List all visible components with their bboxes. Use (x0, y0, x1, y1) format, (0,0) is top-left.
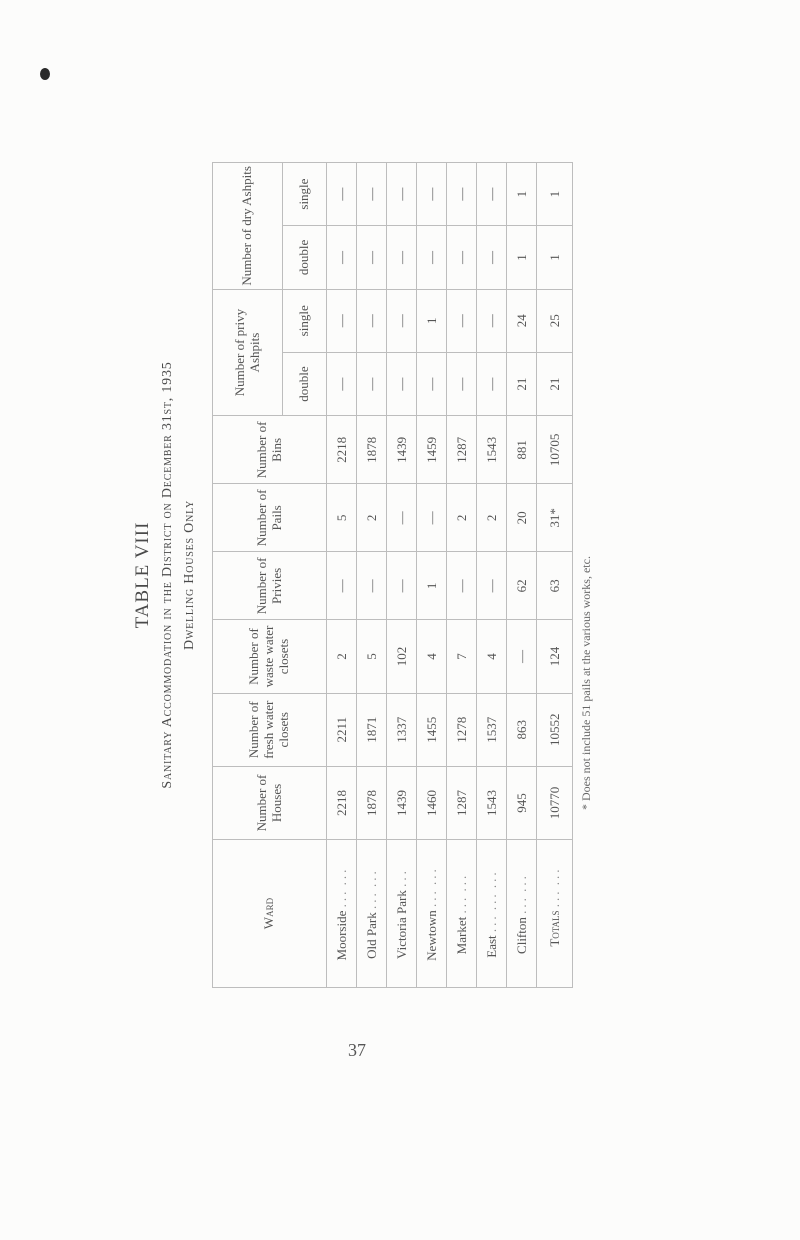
bins-cell: 1439 (387, 416, 417, 484)
leader-dots: ... (333, 866, 349, 886)
rotated-table-page (120, 160, 593, 990)
header-dry-ashpits: Number of dry Ashpits (213, 163, 283, 290)
ward-name: Market (453, 916, 469, 955)
dry-single-cell: — (387, 163, 417, 226)
privy-double-cell: — (417, 352, 447, 416)
header-fresh-water-closets: Number of fresh water closets (213, 693, 327, 766)
ward-cell (537, 840, 573, 988)
privy-double-cell: — (477, 352, 507, 416)
pails-cell: 2 (357, 484, 387, 552)
table-footnote: * Does not include 51 pails at the various works, etc. (579, 556, 593, 810)
bins-cell: 881 (507, 416, 537, 484)
ward-cell (507, 840, 537, 988)
pails-cell: 20 (507, 484, 537, 552)
leader-dots: ... (546, 888, 562, 908)
privies-cell: — (447, 552, 477, 620)
bins-cell: 1459 (417, 416, 447, 484)
sanitary-accommodation-table (212, 162, 573, 988)
table-subtitle: Sanitary Accommodation in the District on December 31st, 1935 (160, 361, 175, 789)
table-row (417, 163, 447, 988)
houses-cell: 1460 (417, 766, 447, 839)
pails-cell: 2 (447, 484, 477, 552)
privy-double-cell: — (327, 352, 357, 416)
fresh-cell: 1537 (477, 693, 507, 766)
privies-cell: 63 (537, 552, 573, 620)
leader-dots: ... (513, 873, 529, 892)
privy-single-cell: — (327, 289, 357, 352)
header-dry-double: double (283, 226, 327, 290)
page-number: 37 (348, 1040, 366, 1060)
totals-row (537, 163, 573, 988)
dry-single-cell: — (417, 163, 447, 226)
fresh-cell: 1455 (417, 693, 447, 766)
houses-cell: 1878 (357, 766, 387, 839)
privies-cell: — (327, 552, 357, 620)
dry-double-cell: — (327, 226, 357, 290)
privy-double-cell: — (387, 352, 417, 416)
header-houses: Number of Houses (213, 766, 327, 839)
privies-cell: 1 (417, 552, 447, 620)
privy-single-cell: 25 (537, 289, 573, 352)
ward-cell (417, 840, 447, 988)
leader-dots: ... (546, 866, 562, 886)
fresh-cell: 1871 (357, 693, 387, 766)
header-pails: Number of Pails (213, 484, 327, 552)
dry-single-cell: 1 (537, 163, 573, 226)
table-row (357, 163, 387, 988)
fresh-cell: 2211 (327, 693, 357, 766)
pails-cell: 31* (537, 484, 573, 552)
ward-name: Newtown (423, 910, 439, 961)
dry-double-cell: — (357, 226, 387, 290)
privies-cell: — (387, 552, 417, 620)
houses-cell: 1439 (387, 766, 417, 839)
leader-dots: ... (483, 869, 499, 889)
privy-single-cell: — (357, 289, 387, 352)
privy-double-cell: — (357, 352, 387, 416)
table-subtitle-2: Dwelling Houses Only (182, 499, 197, 651)
privy-single-cell: — (387, 289, 417, 352)
header-privy-double: double (283, 352, 327, 416)
dry-double-cell: — (417, 226, 447, 290)
privy-double-cell: 21 (537, 352, 573, 416)
leader-dots: ... (453, 894, 469, 914)
waste-cell: 2 (327, 620, 357, 693)
dry-double-cell: — (387, 226, 417, 290)
privy-single-cell: 24 (507, 289, 537, 352)
header-ward: Ward (213, 840, 327, 988)
houses-cell: 2218 (327, 766, 357, 839)
ink-dot (40, 68, 50, 80)
leader-dots: ... (363, 868, 379, 887)
bins-cell: 1287 (447, 416, 477, 484)
dry-single-cell: — (447, 163, 477, 226)
privy-double-cell: 21 (507, 352, 537, 416)
fresh-cell: 1278 (447, 693, 477, 766)
ward-cell (447, 840, 477, 988)
privy-single-cell: 1 (417, 289, 447, 352)
dry-single-cell: — (357, 163, 387, 226)
houses-cell: 1287 (447, 766, 477, 839)
dry-double-cell: — (477, 226, 507, 290)
leader-dots: ... (483, 913, 499, 933)
ward-cell (477, 840, 507, 988)
bins-cell: 1878 (357, 416, 387, 484)
waste-cell: 4 (477, 620, 507, 693)
header-privies: Number of Privies (213, 552, 327, 620)
leader-dots: ... (363, 890, 379, 909)
dry-single-cell: — (477, 163, 507, 226)
waste-cell: 4 (417, 620, 447, 693)
pails-cell: 2 (477, 484, 507, 552)
table-row (447, 163, 477, 988)
ward-name: Clifton (513, 917, 529, 954)
bins-cell: 2218 (327, 416, 357, 484)
ward-name: East (483, 935, 499, 958)
leader-dots: ... (483, 891, 499, 911)
houses-cell: 10770 (537, 766, 573, 839)
dry-single-cell: 1 (507, 163, 537, 226)
table-row (387, 163, 417, 988)
waste-cell: 7 (447, 620, 477, 693)
waste-cell: 5 (357, 620, 387, 693)
leader-dots: ... (423, 888, 439, 908)
pails-cell: — (417, 484, 447, 552)
header-privy-single: single (283, 289, 327, 352)
dry-double-cell: 1 (537, 226, 573, 290)
ward-cell (357, 840, 387, 988)
header-waste-water-closets: Number of waste water closets (213, 620, 327, 693)
privies-cell: — (357, 552, 387, 620)
waste-cell: 102 (387, 620, 417, 693)
header-bins: Number of Bins (213, 416, 327, 484)
pails-cell: — (387, 484, 417, 552)
table-row (327, 163, 357, 988)
dry-double-cell: 1 (507, 226, 537, 290)
totals-label: Totals (546, 910, 562, 947)
dry-double-cell: — (447, 226, 477, 290)
fresh-cell: 10552 (537, 693, 573, 766)
leader-dots: ... (333, 888, 349, 908)
table-row (477, 163, 507, 988)
fresh-cell: 863 (507, 693, 537, 766)
leader-dots: ... (423, 866, 439, 886)
privy-single-cell: — (477, 289, 507, 352)
dry-single-cell: — (327, 163, 357, 226)
ward-name: Moorside (333, 910, 349, 961)
houses-cell: 945 (507, 766, 537, 839)
ward-name: Victoria Park (393, 890, 409, 959)
table-title: TABLE VIII (132, 521, 153, 629)
bins-cell: 1543 (477, 416, 507, 484)
privy-single-cell: — (447, 289, 477, 352)
pails-cell: 5 (327, 484, 357, 552)
fresh-cell: 1337 (387, 693, 417, 766)
table-row (507, 163, 537, 988)
header-dry-single: single (283, 163, 327, 226)
privies-cell: 62 (507, 552, 537, 620)
houses-cell: 1543 (477, 766, 507, 839)
ward-cell (387, 840, 417, 988)
ward-cell (327, 840, 357, 988)
waste-cell: 124 (537, 620, 573, 693)
privies-cell: — (477, 552, 507, 620)
header-privy-ashpits: Number of privy Ashpits (213, 289, 283, 416)
leader-dots: ... (513, 895, 529, 914)
leader-dots: ... (393, 868, 409, 887)
leader-dots: ... (453, 872, 469, 892)
waste-cell: — (507, 620, 537, 693)
ward-name: Old Park (363, 912, 379, 959)
bins-cell: 10705 (537, 416, 573, 484)
privy-double-cell: — (447, 352, 477, 416)
